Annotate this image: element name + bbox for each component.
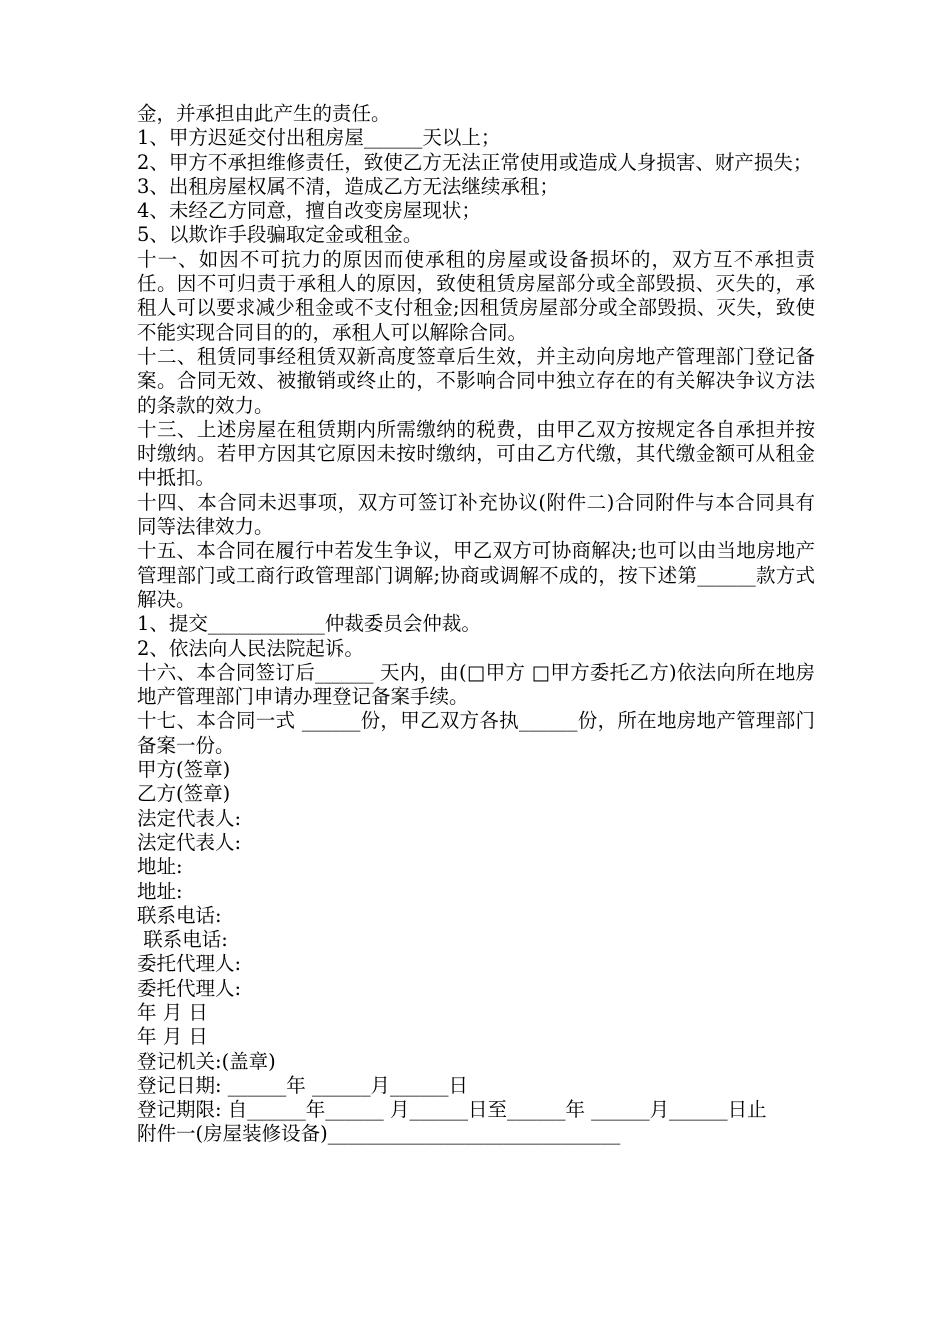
clause-item-2: 2、甲方不承担维修责任，致使乙方无法正常使用或造成人身损害、财产损失；: [137, 150, 813, 174]
agent-b: 委托代理人:: [137, 976, 242, 1000]
clause-item-3: 3、出租房屋权属不清，造成乙方无法继续承租；: [137, 174, 559, 198]
dispute-option-1: 1、提交____________仲裁委员会仲裁。: [137, 612, 481, 636]
date-a: 年 月 日: [137, 1000, 208, 1024]
clause-14: 十四、本合同未迟事项，双方可签订补充协议(附件二)合同附件与本合同具有同等法律效力。: [137, 490, 815, 539]
address-b: 地址:: [137, 879, 183, 903]
dispute-option-2: 2、依法向人民法院起诉。: [137, 636, 364, 660]
party-a-seal: 甲方(签章): [137, 758, 231, 782]
phone-b: 联系电话:: [137, 928, 228, 952]
clause-17: 十七、本合同一式 ______份，甲乙双方各执______份，所在地房地产管理部门备案一份。: [137, 709, 815, 757]
party-b-seal: 乙方(签章): [137, 782, 231, 806]
clause-item-5: 5、以欺诈手段骗取定金或租金。: [137, 223, 423, 247]
registration-date: 登记日期: ______年 ______月______日: [137, 1073, 468, 1097]
clause-12: 十二、租赁同事经租赁双新高度签章后生效，并主动向房地产管理部门登记备案。合同无效、被撤销或终止的，不影响合同中独立存在的有关解决争议方法的条款的效力。: [137, 344, 815, 417]
contract-document-page: [137, 102, 815, 1147]
clause-item-1: 1、甲方迟延交付出租房屋______天以上；: [137, 126, 501, 150]
attachment-1: 附件一(房屋装修设备)______________________________: [137, 1122, 621, 1146]
clause-13: 十三、上述房屋在租赁期内所需缴纳的税费，由甲乙双方按规定各自承担并按时缴纳。若甲方因其它原因未按时缴纳，可由乙方代缴，其代缴金额可从租金中抵扣。: [137, 417, 815, 490]
phone-a: 联系电话:: [137, 903, 222, 927]
registration-period: 登记期限: 自______年______ 月______日至______年 ______月______日止: [137, 1098, 767, 1122]
text-line-continuation: 金，并承担由此产生的责任。: [137, 102, 391, 125]
clause-11: 十一、如因不可抗力的原因而使承租的房屋或设备损坏的，双方互不承担责任。因不可归责于承租人的原因，致使租赁房屋部分或全部毁损、灭失的，承租人可以要求减少租金或不支付租金;因租赁房屋部分或全部毁损、灭失，致使不能实现合同目的的，承租人可以解除合同。: [137, 247, 815, 344]
date-b: 年 月 日: [137, 1025, 208, 1049]
legal-rep-b: 法定代表人:: [137, 830, 242, 854]
registration-authority: 登记机关:(盖章): [137, 1049, 276, 1073]
legal-rep-a: 法定代表人:: [137, 806, 242, 830]
address-a: 地址:: [137, 855, 183, 879]
clause-15: 十五、本合同在履行中若发生争议，甲乙双方可协商解决;也可以由当地房地产管理部门或工商行政管理部门调解;协商或调解不成的，按下述第______款方式解决。: [137, 539, 815, 611]
clause-item-4: 4、未经乙方同意，擅自改变房屋现状；: [137, 199, 481, 223]
agent-a: 委托代理人:: [137, 952, 242, 976]
clause-16: 十六、本合同签订后______ 天内，由(□甲方 □甲方委托乙方)依法向所在地房地产管理部门申请办理登记备案手续。: [137, 660, 815, 709]
